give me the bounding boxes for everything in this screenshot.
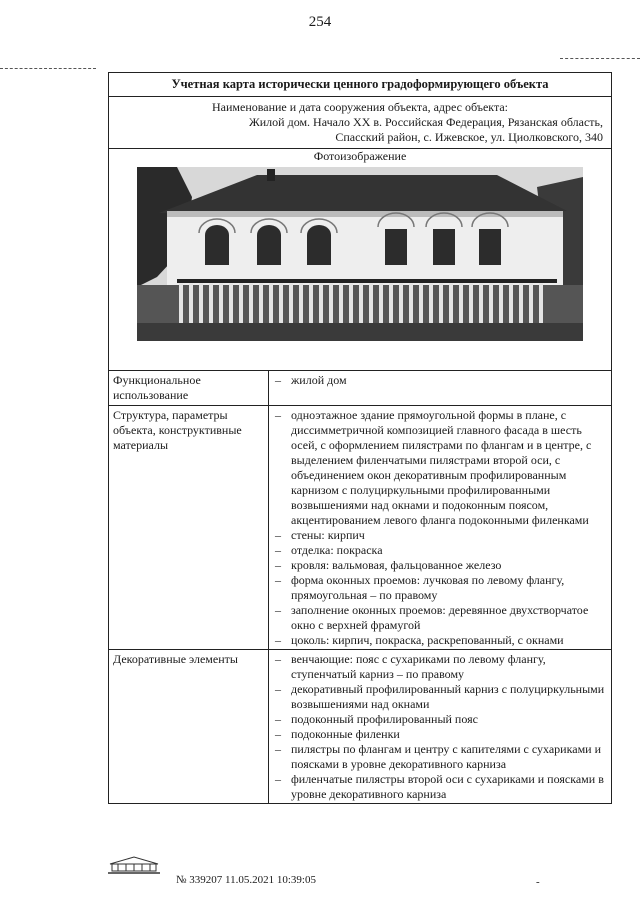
registry-card xyxy=(108,72,612,804)
dash-icon: – xyxy=(275,772,281,786)
object-description xyxy=(109,97,611,149)
photo-label: Фотоизображение xyxy=(313,149,407,163)
dash-icon: – xyxy=(275,408,281,422)
list-item: – заполнение оконных проемов: деревянное двухстворчатое окно с верхней фрамугой xyxy=(275,603,589,632)
row-label: Декоративные элементы xyxy=(109,650,269,803)
row-values xyxy=(269,406,611,649)
list-item: – подоконные филенки xyxy=(275,727,400,741)
list-item: – филенчатые пилястры второй оси с сухариками и поясками в уровне декоративного карниза xyxy=(275,772,604,801)
list-item: – стены: кирпич xyxy=(275,528,365,542)
object-line: Жилой дом. Начало XX в. Российская Федерация, Рязанская область, xyxy=(249,115,603,129)
list-item: – кровля: вальмовая, фальцованное железо xyxy=(275,558,502,572)
dash-icon: – xyxy=(275,727,281,741)
photo-frame xyxy=(109,164,611,371)
list-item: – одноэтажное здание прямоугольной формы в плане, с диссимметричной композицией главного фасада в шесть осей, с оформлением пилястрами по флангам и в центре, с выделением филенчатыми пилястрами второй оси, с объединением окон декоративным профилированным карнизом с полуциркульными профилированными возвышениями над окнами и подоконным поясом, акцентированием левого фланга подоконными филенками xyxy=(275,408,592,527)
list-item: – пилястры по флангам и центру с капителями с сухариками и поясками в уровне декоративного карниза xyxy=(275,742,602,771)
row-decorative xyxy=(109,650,611,803)
footer-mark: - xyxy=(536,876,540,888)
header-dashed-rule-right xyxy=(560,58,640,59)
document-stamp: № 339207 11.05.2021 10:39:05 xyxy=(176,874,316,886)
list-item: – декоративный профилированный карниз с полуциркульными возвышениями над окнами xyxy=(275,682,605,711)
dash-icon: – xyxy=(275,712,281,726)
header-dashed-rule-left xyxy=(0,68,96,69)
list-item: – отделка: покраска xyxy=(275,543,383,557)
dash-icon: – xyxy=(275,652,281,666)
list-item: – венчающие: пояс с сухариками по левому флангу, ступенчатый карниз – по правому xyxy=(275,652,546,681)
dash-icon: – xyxy=(275,573,281,587)
list-item: – цоколь: кирпич, покраска, раскрепованный, с окнами xyxy=(275,633,564,647)
card-title: Учетная карта исторически ценного градоформирующего объекта xyxy=(109,73,611,97)
house-photo xyxy=(137,167,583,341)
list-item: – форма оконных проемов: лучковая по левому флангу, прямоугольная – по правому xyxy=(275,573,565,602)
dash-icon: – xyxy=(275,742,281,756)
object-label: Наименование и дата сооружения объекта, адрес объекта: xyxy=(211,100,509,114)
row-values xyxy=(269,371,611,405)
dash-icon: – xyxy=(275,682,281,696)
list-item: – подоконный профилированный пояс xyxy=(275,712,478,726)
row-function xyxy=(109,371,611,406)
dash-icon: – xyxy=(275,558,281,572)
dash-icon: – xyxy=(275,373,281,387)
row-structure xyxy=(109,406,611,650)
registry-building-logo xyxy=(106,855,162,875)
page-number: 254 xyxy=(308,14,332,30)
row-label: Структура, параметры объекта, конструктивные материалы xyxy=(109,406,269,649)
row-values xyxy=(269,650,611,803)
dash-icon: – xyxy=(275,543,281,557)
object-line: Спасский район, с. Ижевское, ул. Циолковского, 340 xyxy=(335,130,603,144)
row-label: Функциональное использование xyxy=(109,371,269,405)
dash-icon: – xyxy=(275,633,281,647)
dash-icon: – xyxy=(275,528,281,542)
list-item: – жилой дом xyxy=(275,373,347,387)
dash-icon: – xyxy=(275,603,281,617)
